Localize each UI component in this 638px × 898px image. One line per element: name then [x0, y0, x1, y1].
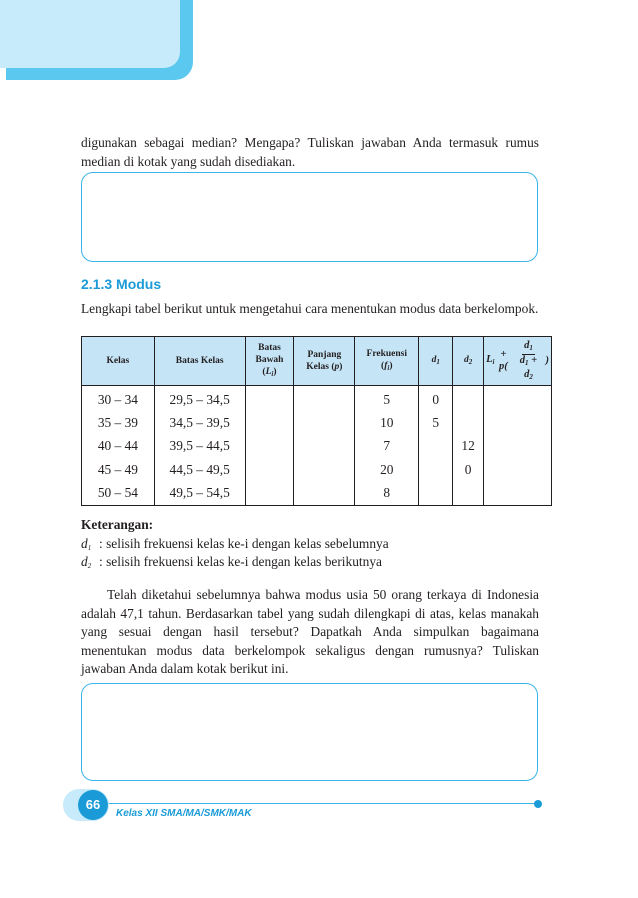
footer-dot [534, 800, 542, 808]
table-row [82, 386, 552, 412]
table-row [82, 435, 552, 458]
table-instruction: Lengkapi tabel berikut untuk mengetahui cara menentukan modus data berkelompok. [81, 301, 539, 316]
table-row [82, 411, 552, 434]
cell-modus[interactable] [484, 482, 552, 506]
section-number: 2.1.3 [81, 276, 113, 292]
median-answer-box[interactable] [81, 172, 538, 262]
cell-d1[interactable]: 5 [419, 411, 453, 434]
cell-frekuensi: 7 [355, 435, 419, 458]
table-row [82, 482, 552, 506]
header-modus-formula [484, 337, 552, 386]
header-batas-bawah: Batas Bawah $(L_i)$ [245, 337, 294, 386]
header-frekuensi: Frekuensi $(f_i)$ [355, 337, 419, 386]
cell-modus[interactable] [484, 386, 552, 412]
cell-modus[interactable] [484, 458, 552, 481]
modus-answer-box[interactable] [81, 683, 538, 781]
footer-divider [98, 803, 538, 804]
header-d2: $d_2$ [453, 337, 484, 386]
cell-batas-kelas: 39,5 – 44,5 [154, 435, 245, 458]
keterangan-item-d2: $d_2$ : selisih frekuensi kelas ke-i dengan kelas berikutnya [81, 554, 382, 570]
cell-panjang[interactable] [294, 386, 355, 412]
cell-d2[interactable] [453, 386, 484, 412]
cell-batas-bawah[interactable] [245, 386, 294, 412]
cell-frekuensi: 20 [355, 458, 419, 481]
cell-d1[interactable] [419, 458, 453, 481]
header-kelas: Kelas [82, 337, 155, 386]
cell-kelas: 35 – 39 [82, 411, 155, 434]
cell-d2[interactable] [453, 482, 484, 506]
cell-d2[interactable]: 0 [453, 458, 484, 481]
cell-batas-kelas: 29,5 – 34,5 [154, 386, 245, 412]
cell-batas-kelas: 49,5 – 54,5 [154, 482, 245, 506]
cell-panjang[interactable] [294, 411, 355, 434]
table-header-row [82, 337, 552, 386]
cell-d1[interactable] [419, 482, 453, 506]
cell-d1[interactable] [419, 435, 453, 458]
cell-modus[interactable] [484, 435, 552, 458]
header-panjang-kelas: Panjang Kelas (p) [294, 337, 355, 386]
page-number: 66 [78, 790, 108, 820]
cell-frekuensi: 8 [355, 482, 419, 506]
keterangan-title: Keterangan: [81, 517, 154, 532]
modus-table [81, 336, 552, 506]
cell-d2[interactable] [453, 411, 484, 434]
cell-frekuensi: 10 [355, 411, 419, 434]
cell-batas-bawah[interactable] [245, 458, 294, 481]
cell-panjang[interactable] [294, 482, 355, 506]
cell-batas-bawah[interactable] [245, 482, 294, 506]
cell-kelas: 30 – 34 [82, 386, 155, 412]
cell-kelas: 40 – 44 [82, 435, 155, 458]
book-title: Kelas XII SMA/MA/SMK/MAK [116, 808, 252, 819]
section-heading [81, 276, 161, 292]
cell-batas-kelas: 34,5 – 39,5 [154, 411, 245, 434]
section-title: Modus [116, 276, 162, 292]
table-row [82, 458, 552, 481]
cell-batas-kelas: 44,5 – 49,5 [154, 458, 245, 481]
cell-modus[interactable] [484, 411, 552, 434]
cell-batas-bawah[interactable] [245, 435, 294, 458]
corner-tab-light [0, 0, 180, 68]
cell-panjang[interactable] [294, 458, 355, 481]
intro-paragraph: digunakan sebagai median? Mengapa? Tuliskan jawaban Anda termasuk rumus median di kotak yang sudah disediakan. [81, 135, 539, 169]
cell-frekuensi: 5 [355, 386, 419, 412]
closing-paragraph: Telah diketahui sebelumnya bahwa modus usia 50 orang terkaya di Indonesia adalah 47,1 tahun. Berdasarkan tabel yang sudah dilengkapi di atas, kelas manakah yang sesuai dengan hasil tersebut? Dapatkah Anda simpulkan bagaimana menentukan modus data berkelompok sekaligus dengan rumusnya? Tuliskan jawaban Anda dalam kotak berikut ini. [81, 587, 539, 676]
cell-batas-bawah[interactable] [245, 411, 294, 434]
keterangan-item-d1: $d_1$ : selisih frekuensi kelas ke-i dengan kelas sebelumnya [81, 536, 389, 552]
cell-kelas: 45 – 49 [82, 458, 155, 481]
header-d1: $d_1$ [419, 337, 453, 386]
cell-panjang[interactable] [294, 435, 355, 458]
modus-formula: $L_i$ + p( $\frac{d_1}{d_1 + d_2}$ ) [486, 339, 549, 381]
cell-d1[interactable]: 0 [419, 386, 453, 412]
header-batas-kelas: Batas Kelas [154, 337, 245, 386]
cell-kelas: 50 – 54 [82, 482, 155, 506]
cell-d2[interactable]: 12 [453, 435, 484, 458]
